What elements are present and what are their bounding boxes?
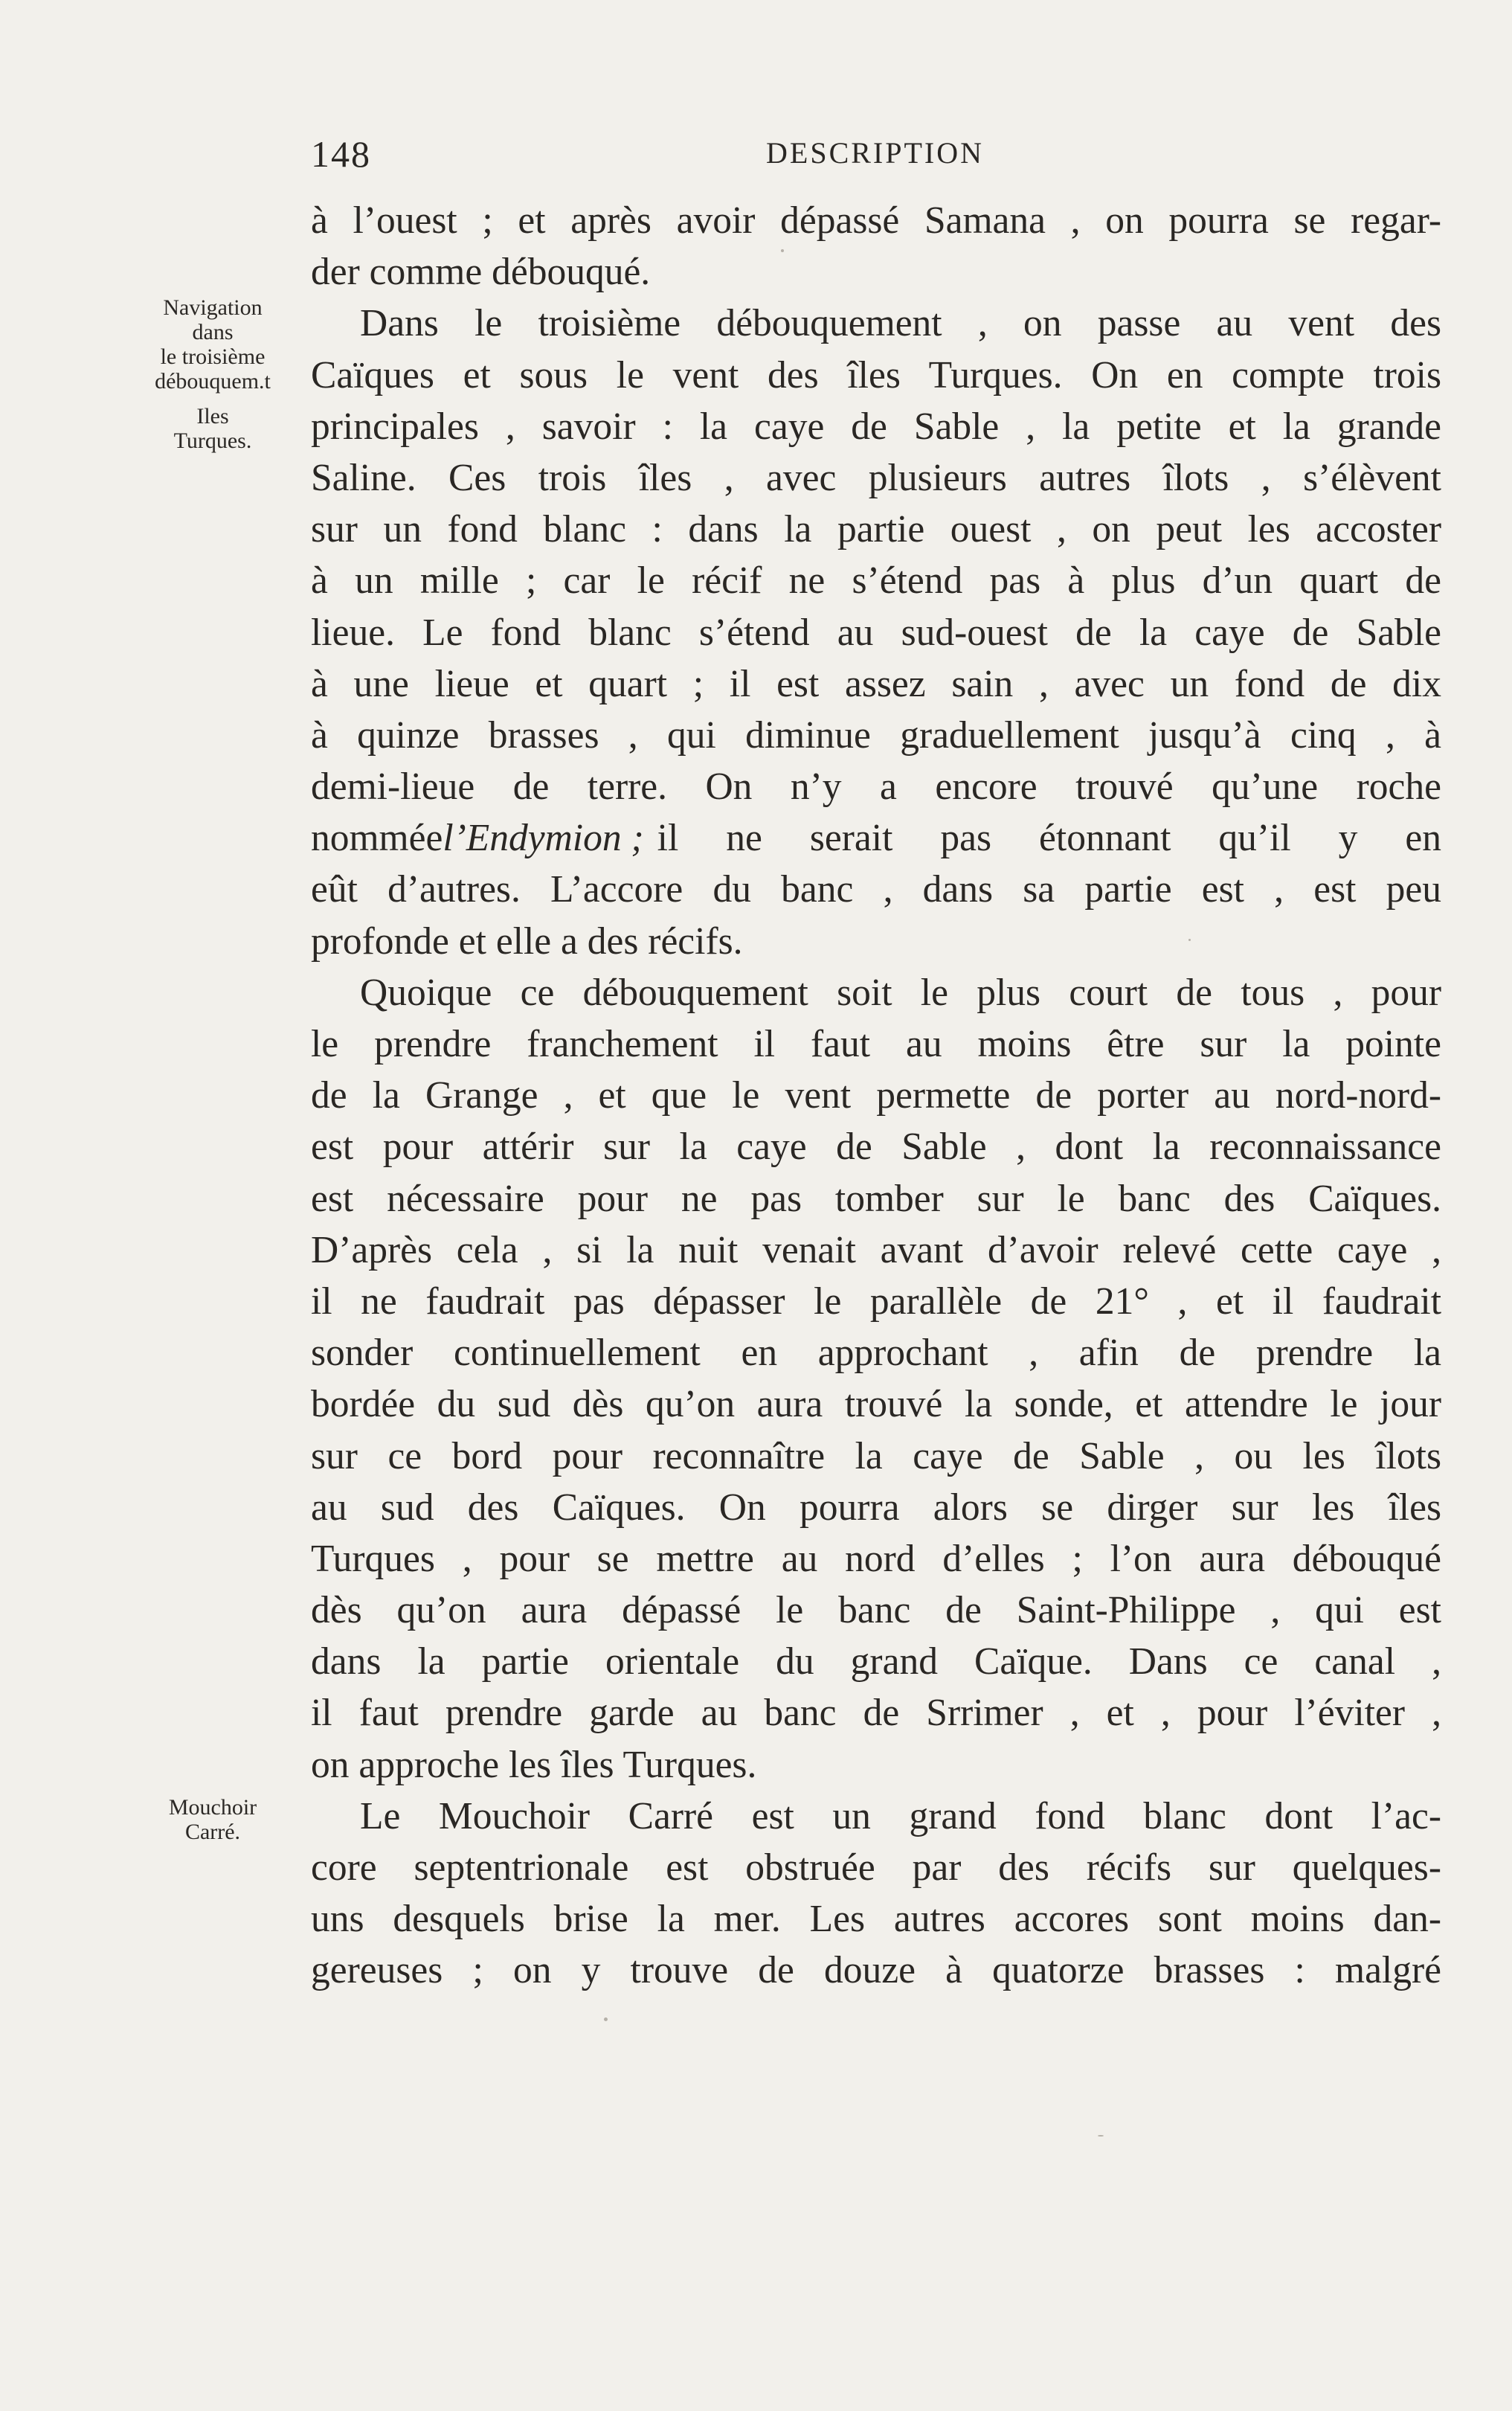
ship-name-italic: l’Endymion ;	[443, 817, 644, 860]
text-line: dans la partie orientale du grand Caïque. Dans ce canal ,	[311, 1640, 1441, 1683]
margin-note-line: Mouchoir	[168, 1795, 257, 1820]
margin-note-line: dans	[192, 320, 234, 344]
margin-note-line: le troisième	[160, 344, 266, 369]
paragraph-start-line: Dans le troisième débouquement , on passe au vent des	[360, 302, 1441, 345]
text-line: profonde et elle a des récifs.	[311, 919, 743, 963]
margin-note-line: débouquem.t	[155, 369, 271, 394]
text-fragment: nommée	[311, 817, 443, 860]
paper-speck	[781, 249, 784, 252]
text-line: on approche les îles Turques.	[311, 1743, 757, 1786]
text-line: Saline. Ces trois îles , avec plusieurs autres îlots , s’élèvent	[311, 456, 1441, 499]
text-line: Caïques et sous le vent des îles Turques. On en compte trois	[311, 353, 1441, 397]
text-line: sonder continuellement en approchant , afin de prendre la	[311, 1332, 1441, 1375]
page-number: 148	[311, 133, 371, 175]
paragraph-start-line: Quoique ce débouquement soit le plus court de tous , pour	[360, 971, 1441, 1014]
text-line: gereuses ; on y trouve de douze à quatorze brasses : malgré	[311, 1949, 1441, 1992]
text-line: core septentrionale est obstruée par des récifs sur quelques-	[311, 1846, 1441, 1889]
text-line: dès qu’on aura dépassé le banc de Saint-Philippe , qui est	[311, 1589, 1441, 1632]
text-line: der comme débouqué.	[311, 251, 651, 294]
text-line: est pour attérir sur la caye de Sable , dont la reconnaissance	[311, 1126, 1441, 1169]
text-line: uns desquels brise la mer. Les autres accores sont moins dan-	[311, 1898, 1441, 1941]
margin-note-line: Iles	[196, 404, 229, 428]
text-line: de la Grange , et que le vent permette de porter au nord-nord-	[311, 1074, 1441, 1117]
margin-note-line: Carré.	[184, 1820, 241, 1844]
text-line: à quinze brasses , qui diminue graduellement jusqu’à cinq , à	[311, 713, 1441, 757]
margin-note-navigation	[138, 295, 287, 453]
paper-speck	[1188, 939, 1191, 941]
text-line: à une lieue et quart ; il est assez sain , avec un fond de dix	[311, 662, 1441, 705]
text-line: il faut prendre garde au banc de Srrimer , et , pour l’éviter ,	[311, 1692, 1441, 1735]
margin-note-mouchoir	[138, 1795, 287, 1844]
text-line: à un mille ; car le récif ne s’étend pas à plus d’un quart de	[311, 559, 1441, 603]
text-line: sur ce bord pour reconnaître la caye de Sable , ou les îlots	[311, 1434, 1441, 1477]
text-line: eût d’autres. L’accore du banc , dans sa partie est , est peu	[311, 868, 1441, 911]
text-line: lieue. Le fond blanc s’étend au sud-ouest de la caye de Sable	[311, 611, 1441, 654]
margin-note-line: Turques.	[173, 428, 252, 453]
text-fragment: il ne serait pas étonnant qu’il y en	[657, 817, 1441, 860]
text-line: D’après cela , si la nuit venait avant d’avoir relevé cette caye ,	[311, 1228, 1441, 1271]
text-line: Turques , pour se mettre au nord d’elles ; l’on aura débouqué	[311, 1537, 1441, 1580]
text-line: il ne faudrait pas dépasser le parallèle de 21° , et il faudrait	[311, 1280, 1441, 1323]
text-line: sur un fond blanc : dans la partie ouest , on peut les accoster	[311, 508, 1441, 551]
text-line: bordée du sud dès qu’on aura trouvé la sonde, et attendre le jour	[311, 1383, 1441, 1426]
paper-speck	[1098, 2135, 1104, 2136]
text-line: principales , savoir : la caye de Sable , la petite et la grande	[311, 405, 1441, 448]
text-line: le prendre franchement il faut au moins être sur la pointe	[311, 1023, 1441, 1065]
text-line: demi-lieue de terre. On n’y a encore trouvé qu’une roche	[311, 765, 1441, 809]
margin-note-line: Navigation	[163, 295, 263, 320]
page-title: DESCRIPTION	[766, 136, 985, 170]
paragraph-start-line: Le Mouchoir Carré est un grand fond blanc dont l’ac-	[360, 1794, 1441, 1837]
text-line-with-ship-name	[311, 812, 1441, 864]
text-line: est nécessaire pour ne pas tomber sur le banc des Caïques.	[311, 1177, 1441, 1220]
text-line: au sud des Caïques. On pourra alors se dirger sur les îles	[311, 1486, 1441, 1529]
paper-speck	[604, 2017, 608, 2021]
text-line: à l’ouest ; et après avoir dépassé Samana , on pourra se regar-	[311, 199, 1441, 242]
body-text	[311, 195, 1441, 1997]
